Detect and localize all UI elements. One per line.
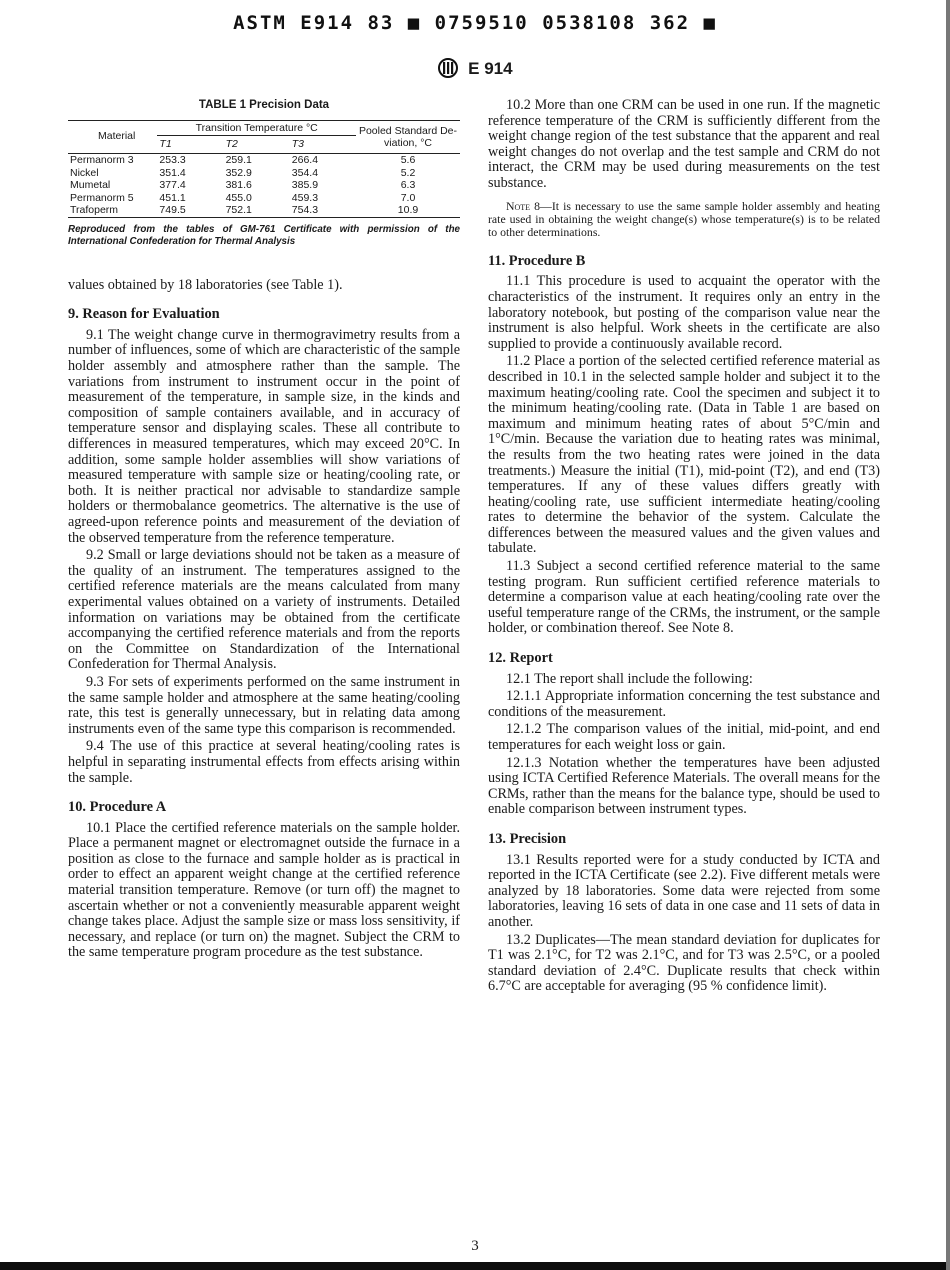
paragraph-12-1: 12.1 The report shall include the following:	[506, 670, 753, 687]
paragraph-12-1-3: 12.1.3 Notation whether the temperatures have been adjusted using ICTA Certified Reference Materials. The overall means for the CRMs, rather than the means for the balance type, should be used to enable comparison between instrument types.	[488, 754, 880, 818]
paragraph-11-3: 11.3 Subject a second certified reference material to the same testing program. Run sufficient certified reference materials to determine a comparison value at each heating/cooling rate over the useful temperature range of the CRMs, the instrument, or the sample holder, or combination thereof. See Note 8.	[488, 558, 880, 637]
cell-t2: 381.6	[225, 179, 252, 192]
cell-t3: 459.3	[291, 191, 319, 204]
table-row	[68, 167, 460, 180]
paragraph: values obtained by 18 laboratories (see Table 1).	[68, 276, 343, 293]
cell-t1: 253.3	[159, 154, 186, 167]
paragraph-11-1: 11.1 This procedure is used to acquaint the operator with the characteristics of the instrument. It requires only an entry in the laboratory notebook, but posting of the comparison value near the instrument is also helpful. Work sheets in the certificate are also supplied to provide a continuously available record.	[488, 273, 880, 352]
cell-t2: 455.0	[225, 191, 252, 204]
paragraph-10-1: 10.1 Place the certified reference materials on the sample holder. Place a permanent magnet or electromagnet outside the furnace in a position as close to the furnace and sample holder as is practical in order to effect an apparent weight change at the certified reference material transition temperature. Remove (or turn off) the magnet to ascertain whether or not a conveniently measurable apparent weight change takes place. Adjust the sample size or mass loss sensitivity, if necessary, and replace (or turn on) the magnet. Subject the CRM to the same temperature program procedure as the test substance.	[68, 819, 460, 961]
cell-sd: 5.6	[400, 154, 416, 167]
cell-material: Permanorm 5	[70, 191, 134, 204]
cell-t3: 385.9	[291, 179, 319, 192]
cell-sd: 6.3	[400, 179, 416, 192]
cell-material: Trafoperm	[70, 204, 119, 217]
paragraph-13-2-text: —The mean standard deviation for duplicates for T1 was 2.1°C, for T2 was 2.1°C, and for T3 was 2.5°C, or a pooled standard deviation of 2.4°C. Duplicate results that check within 6.7°C are acceptable for averaging (95 % confidence limit).	[488, 931, 880, 995]
paragraph-9-2: 9.2 Small or large deviations should not be taken as a measure of the quality of an instrument. The temperatures assigned to the certified reference materials are the means calculated from many experimental values obtained on a variety of instruments. Detailed information on variations may be obtained from the certificate accompanying the certified reference materials and from the reports on the Committee on Standardization of the International Confederation for Thermal Analysis.	[68, 547, 460, 673]
cell-t2: 352.9	[225, 166, 252, 179]
section-heading-9: 9. Reason for Evaluation	[68, 306, 220, 323]
table-row	[68, 204, 460, 217]
section-heading-11: 11. Procedure B	[488, 252, 586, 269]
document-code: E 914	[468, 59, 513, 78]
col-header-t2: T2	[224, 135, 290, 154]
cell-t1: 377.4	[159, 179, 186, 192]
paragraph-9-3: 9.3 For sets of experiments performed on the same instrument in the same sample holder and atmosphere at the same heating/cooling rate, this test is generally unnecessary, but in relating data among instruments even of the same type this comparison is recommended.	[68, 673, 460, 737]
table-row	[68, 192, 460, 205]
document-header	[0, 58, 950, 79]
paragraph-12-1-1: 12.1.1 Appropriate information concerning the test substance and conditions of the measurement.	[488, 688, 880, 720]
paragraph-13-1: 13.1 Results reported were for a study conducted by ICTA and reported in the ICTA Certificate (see 2.2). Five different metals were analyzed by 18 laboratories. Some data were rejected from some laboratories, leaving 16 sets of data in one case and 11 sets of data in another.	[488, 851, 880, 930]
table-row	[68, 179, 460, 192]
astm-logo-icon	[437, 58, 459, 78]
cell-t3: 266.4	[291, 154, 319, 167]
cell-material: Mumetal	[70, 179, 111, 192]
col-header-t1: T1	[157, 135, 223, 154]
scan-header-line: ASTM E914 83 ■ 0759510 0538108 362 ■	[233, 12, 717, 34]
paragraph-10-2: 10.2 More than one CRM can be used in one run. If the magnetic reference temperature of the CRM is sufficiently different from the weight change region of the test substance that the apparent and real weight changes do not overlap and the test sample and CRM do not interact, the CRM may be used during measurements on the test substance.	[488, 97, 880, 191]
cell-material: Nickel	[70, 166, 99, 179]
paragraph-13-2	[488, 933, 880, 995]
table-row	[68, 154, 460, 167]
cell-t1: 451.1	[159, 191, 186, 204]
paragraph-9-1: 9.1 The weight change curve in thermogravimetry results from a number of influences, some of which are characteristic of the sample holder assembly and atmosphere rather than the sample. The variations from instrument to instrument occur in the point of measurement of the temperature, in sample size, in the kinds and composition of sample containers available, and in accuracy of temperature sensor and displaying scales. These all contribute to differences in measured temperatures, which may exceed 20°C. In addition, some sample holder assemblies will show variations of measured temperature with sample size or heating/cooling rate, or both. It is neither practical nor advisable to standardize sample holders or thermobalance geometrics. The alternative is the use of agreed-upon reference points and measurement of the deviation of the observed temperature from the reference temperature.	[68, 326, 460, 546]
cell-material: Permanorm 3	[70, 154, 134, 167]
cell-t3: 754.3	[291, 204, 319, 217]
left-column	[68, 98, 460, 963]
cell-t2: 259.1	[225, 154, 252, 167]
page-number: 3	[471, 1238, 479, 1254]
precision-table	[68, 120, 460, 218]
cell-sd: 5.2	[400, 166, 416, 179]
note-8	[488, 200, 880, 240]
col-header-material: Material	[68, 120, 157, 154]
scan-right-border	[946, 0, 950, 1270]
scan-bottom-border	[0, 1262, 950, 1270]
table-caption: TABLE 1 Precision Data	[198, 99, 330, 111]
section-heading-13: 13. Precision	[488, 830, 567, 847]
right-column	[488, 98, 880, 997]
section-heading-12: 12. Report	[488, 650, 553, 667]
cell-t2: 752.1	[225, 204, 252, 217]
note-8-text: —It is necessary to use the same sample holder assembly and heating rate used in obtaining the weight change(s) whose temperature(s) is to be related to other determinations.	[488, 198, 880, 240]
cell-sd: 7.0	[400, 191, 416, 204]
paragraph-13-2-label: 13.2 Duplicates	[506, 931, 596, 948]
paragraph-12-1-2: 12.1.2 The comparison values of the initial, mid-point, and end temperatures for each weight loss or gain.	[488, 721, 880, 753]
table-source-note: Reproduced from the tables of GM-761 Certificate with permission of the International Confederation for Thermal Analysis	[68, 223, 460, 247]
col-header-pooled: Pooled Standard De- viation, °C	[356, 120, 460, 154]
paragraph-9-4: 9.4 The use of this practice at several heating/cooling rates is helpful in separating instrumental effects from effects arising within the sample.	[68, 738, 460, 786]
paragraph-11-2: 11.2 Place a portion of the selected certified reference material as described in 10.1 in the selected sample holder and subject it to the maximum heating/cooling rate. Cool the specimen and subject it to the minimum heating/cooling rate. (Data in Table 1 are based on maximum and minimum heating rates of about 5°C/min and 1°C/min. Because the variation due to heating rates was minimal, the results from the two heating rates were joined in the data treatments.) Measure the initial (T1), mid-point (T2), and end (T3) temperatures. If any of these values differs greatly with heating/cooling rate, use sufficient intermediate heating/cooling rates to determine the behavior of the system. Calculate the differences between the measured values and the given values and tabulate.	[488, 353, 880, 557]
col-header-t3: T3	[290, 135, 356, 154]
cell-t3: 354.4	[291, 166, 319, 179]
section-heading-10: 10. Procedure A	[68, 799, 167, 816]
cell-t1: 351.4	[159, 166, 186, 179]
note-8-label: Note 8	[506, 198, 541, 213]
cell-t1: 749.5	[159, 204, 186, 217]
cell-sd: 10.9	[397, 204, 419, 217]
col-header-transition: Transition Temperature °C	[195, 121, 318, 134]
